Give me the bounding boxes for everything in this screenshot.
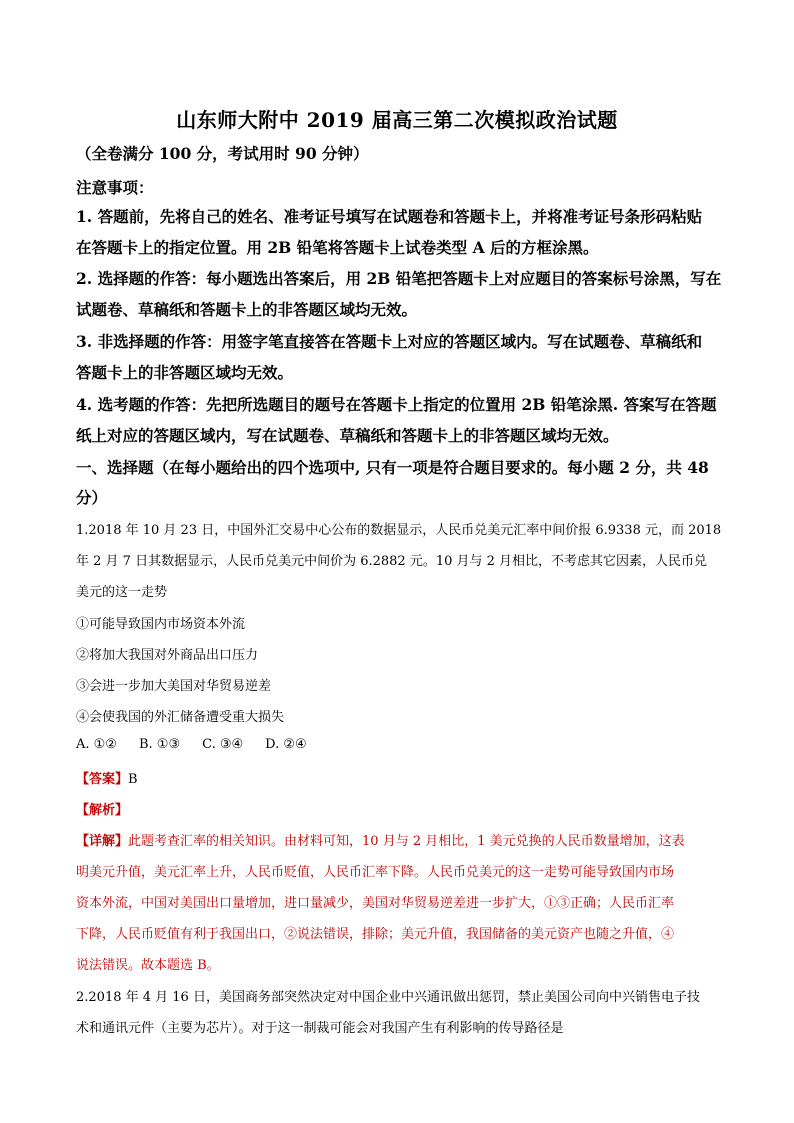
question-1-statement: ③会进一步加大美国对华贸易逆差	[76, 679, 272, 694]
detail-line: 说法错误。故本题选 B。	[76, 958, 220, 973]
question-1-statement: ②将加大我国对外商品出口压力	[76, 648, 259, 663]
detail-line: 资本外流，中国对美国出口量增加，进口量减少，美国对华贸易逆差进一步扩大，①③正确；人民币汇率	[76, 896, 675, 911]
detail-label: 【详解】	[76, 834, 129, 849]
page-title: 山东师大附中 2019 届高三第二次模拟政治试题	[176, 108, 618, 132]
section-heading: 一、选择题（在每小题给出的四个选项中, 只有一项是符合题目要求的。每小题 2 分，共 48	[76, 458, 709, 477]
notice-heading: 注意事项：	[76, 178, 154, 197]
answer-label: 【答案】	[76, 772, 129, 787]
detail-line: 下降，人民币贬值有利于我国出口，②说法错误，排除；美元升值，我国储备的美元资产也随之升值，④	[76, 927, 675, 942]
question-1-stem: 1.2018 年 10 月 23 日，中国外汇交易中心公布的数据显示，人民币兑美元汇率中间价报 6.9338 元，而 2018	[76, 523, 722, 538]
notice-line: 纸上对应的答题区域内，写在试题卷、草稿纸和答题卡上的非答题区域均无效。	[76, 426, 619, 445]
answer-value: B	[128, 772, 138, 787]
notice-line: 试题卷、草稿纸和答题卡上的非答题区域均无效。	[76, 300, 418, 319]
detail-line: 明美元升值，美元汇率上升，人民币贬值，人民币汇率下降。人民币兑美元的这一走势可能导致国内市场	[76, 865, 675, 880]
section-heading: 分）	[76, 488, 108, 507]
question-1-statement: ④会使我国的外汇储备遭受重大损失	[76, 710, 285, 725]
notice-line: 2. 选择题的作答：每小题选出答案后，用 2B 铅笔把答题卡上对应题目的答案标号涂黑，写在	[76, 269, 722, 288]
option-a: A. ①②	[76, 737, 117, 752]
notice-line: 3. 非选择题的作答：用签字笔直接答在答题卡上对应的答题区域内。写在试题卷、草稿纸和	[76, 332, 703, 351]
question-2-stem: 术和通讯元件（主要为芯片）。对于这一制裁可能会对我国产生有利影响的传导路径是	[76, 1021, 564, 1036]
notice-line: 答题卡上的非答题区域均无效。	[76, 363, 294, 382]
notice-line: 4. 选考题的作答：先把所选题目的题号在答题卡上指定的位置用 2B 铅笔涂黑. 答案写在答题	[76, 395, 717, 414]
option-d: D. ②④	[265, 737, 307, 752]
exam-subtitle: （全卷满分 100 分，考试用时 90 分钟）	[76, 144, 369, 163]
question-1-options	[76, 737, 307, 752]
detail-line: 【详解】此题考查汇率的相关知识。由材料可知，10 月与 2 月相比，1 美元兑换的人民币数量增加，这表	[76, 834, 685, 849]
question-2-stem: 2.2018 年 4 月 16 日，美国商务部突然决定对中国企业中兴通讯做出惩罚，禁止美国公司向中兴销售电子技	[76, 990, 700, 1005]
answer-line	[76, 768, 138, 787]
option-c: C. ③④	[202, 737, 244, 752]
notice-line: 1. 答题前，先将自己的姓名、准考证号填写在试题卷和答题卡上，并将准考证号条形码粘贴	[76, 207, 703, 226]
option-b: B. ①③	[138, 737, 181, 752]
question-1-stem: 美元的这一走势	[76, 585, 168, 600]
notice-line: 在答题卡上的指定位置。用 2B 铅笔将答题卡上试卷类型 A 后的方框涂黑。	[76, 238, 599, 257]
analysis-label: 【解析】	[76, 803, 129, 818]
question-1-stem: 年 2 月 7 日其数据显示，人民币兑美元中间价为 6.2882 元。10 月与 2 月相比，不考虑其它因素，人民币兑	[76, 554, 708, 569]
question-1-statement: ①可能导致国内市场资本外流	[76, 617, 246, 632]
